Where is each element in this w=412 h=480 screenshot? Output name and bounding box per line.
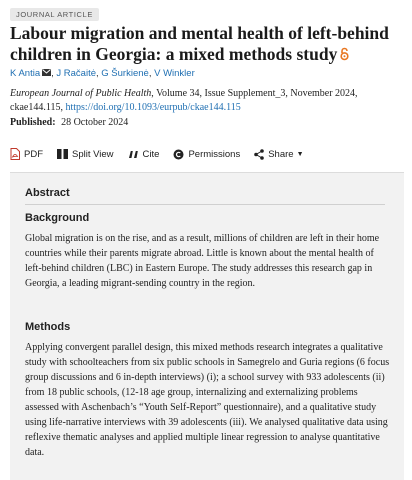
author-separator: , [96, 68, 99, 79]
pdf-icon [10, 148, 20, 160]
citation-block [10, 87, 406, 114]
share-icon [254, 149, 264, 160]
methods-heading: Methods [25, 321, 71, 333]
abstract-divider [25, 204, 385, 205]
methods-paragraph: Applying convergent parallel design, this mixed methods research integrates a qualitative study with schoolteachers from six public schools in Samegrelo and Guria regions (6 focus group discussions and 6 in-depth interviews) (i); a school survey with 933 adolescents (ii) from 18 public schools, (12-18 age group, internalizing and externalizing problems assessed with Aschenbach’s “Youth Self-Report” questionnaire), and a qualitative study using life-narrative interviews with 39 adolescents (iii). We analysed qualitative data using reflexive thematic analyses and applied multiple linear regression to analyse quantitative data. [25, 342, 390, 458]
split-view-label: Split View [72, 148, 114, 160]
abstract-heading: Abstract [25, 187, 70, 199]
chevron-down-icon: ▼ [296, 150, 304, 158]
background-paragraph: Global migration is on the rise, and as a result, millions of children are left in their home countries while their parents migrate abroad. Little is known about the mental health of left-behind children (LBC) in Eastern Europe. The study addresses this research gap in Georgia, a leading migrant-sending country in the region. [25, 233, 380, 289]
quote-icon [128, 150, 139, 159]
cite-label: Cite [142, 148, 160, 160]
share-label: Share [268, 148, 294, 160]
author-link[interactable]: G Šurkienė [101, 68, 149, 79]
permissions-label: Permissions [188, 148, 241, 160]
article-type-badge: JOURNAL ARTICLE [10, 8, 99, 21]
journal-name: European Journal of Public Health [10, 88, 152, 99]
author-separator: , [148, 68, 152, 79]
abstract-section [10, 172, 404, 480]
email-icon[interactable] [42, 69, 51, 78]
background-heading: Background [25, 212, 90, 224]
author-separator: , [51, 68, 54, 79]
pdf-label: PDF [24, 148, 43, 160]
published-line [10, 117, 128, 128]
author-link[interactable]: K Antia [10, 68, 41, 79]
cite-button[interactable] [128, 149, 160, 160]
pdf-button[interactable] [10, 148, 43, 160]
copyright-icon [173, 149, 184, 160]
article-title-text: Labour migration and mental health of left-behind children in Georgia: a mixed methods study [10, 23, 389, 64]
published-label: Published: [10, 117, 56, 128]
split-view-icon [57, 149, 68, 159]
author-list [10, 68, 195, 79]
share-button[interactable] [254, 149, 303, 160]
split-view-button[interactable] [57, 149, 114, 160]
article-toolbar [10, 146, 318, 162]
open-access-lock-icon [339, 44, 350, 64]
permissions-button[interactable] [173, 149, 240, 160]
author-link[interactable]: V Winkler [154, 68, 195, 79]
doi-link[interactable]: https://doi.org/10.1093/eurpub/ckae144.115 [65, 101, 241, 113]
citation-details: , Volume 34, Issue Supplement_3, November 2024, ckae144.115, [10, 88, 358, 113]
article-title [10, 23, 406, 65]
published-date: 28 October 2024 [61, 117, 129, 128]
author-link[interactable]: J Račaitė [56, 68, 96, 79]
